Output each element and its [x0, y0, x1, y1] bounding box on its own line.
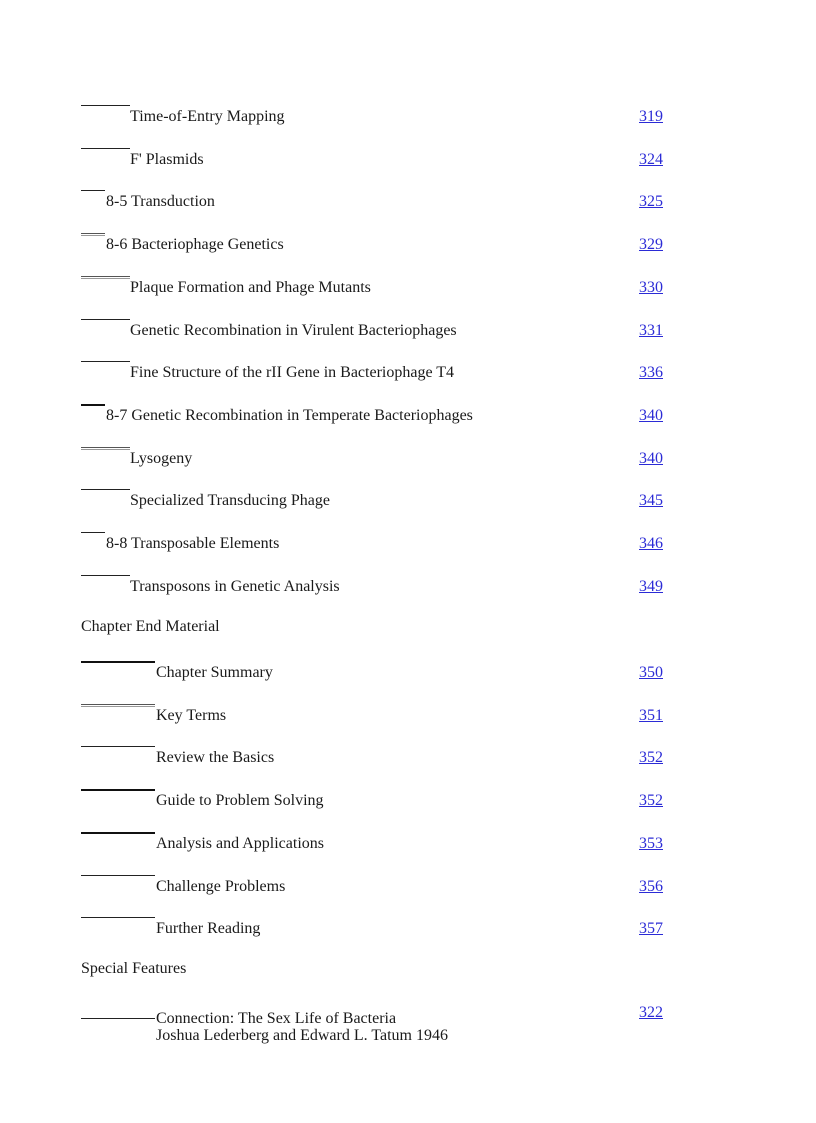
toc-entry	[0, 361, 816, 383]
entry-rule	[81, 361, 130, 362]
page-link[interactable]: 324	[639, 151, 663, 168]
section-heading-special-features: Special Features	[81, 960, 187, 977]
entry-title: Chapter Summary	[156, 664, 273, 681]
page-link[interactable]: 329	[639, 236, 663, 253]
entry-rule	[81, 1018, 155, 1019]
page-link[interactable]: 340	[639, 450, 663, 467]
page-link[interactable]: 357	[639, 920, 663, 937]
page-link[interactable]: 345	[639, 492, 663, 509]
entry-title: F' Plasmids	[130, 151, 204, 168]
entry-rule	[81, 105, 130, 106]
entry-title: 8-7 Genetic Recombination in Temperate Bacteriophages	[106, 407, 473, 424]
toc-entry	[0, 148, 816, 170]
toc-entry	[0, 575, 816, 597]
entry-title: 8-8 Transposable Elements	[106, 535, 280, 552]
toc-entry	[0, 447, 816, 469]
entry-title: Specialized Transducing Phage	[130, 492, 330, 509]
entry-title: Genetic Recombination in Virulent Bacteriophages	[130, 322, 457, 339]
page-link[interactable]: 325	[639, 193, 663, 210]
entry-rule	[81, 276, 130, 279]
entry-title: 8-5 Transduction	[106, 193, 215, 210]
entry-rule	[81, 832, 155, 834]
entry-title: Plaque Formation and Phage Mutants	[130, 279, 371, 296]
page-link[interactable]: 352	[639, 792, 663, 809]
toc-entry	[0, 875, 816, 897]
entry-rule	[81, 532, 105, 533]
toc-entry	[0, 1004, 816, 1048]
page-link[interactable]: 330	[639, 279, 663, 296]
entry-title: Connection: The Sex Life of Bacteria	[156, 1010, 397, 1027]
toc-entry	[0, 789, 816, 811]
page-link[interactable]: 350	[639, 664, 663, 681]
entry-rule	[81, 190, 105, 191]
entry-title: Analysis and Applications	[156, 835, 324, 852]
entry-rule	[81, 148, 130, 149]
entry-title: Review the Basics	[156, 749, 275, 766]
entry-rule	[81, 319, 130, 320]
page-link[interactable]: 346	[639, 535, 663, 552]
toc-entry	[0, 746, 816, 768]
page-link[interactable]: 336	[639, 364, 663, 381]
entry-title: Transposons in Genetic Analysis	[130, 578, 340, 595]
entry-subtitle: Joshua Lederberg and Edward L. Tatum 1946	[156, 1027, 448, 1044]
page-link[interactable]: 352	[639, 749, 663, 766]
section-heading-chapter-end: Chapter End Material	[81, 618, 220, 635]
entry-title: Fine Structure of the rII Gene in Bacteriophage T4	[130, 364, 455, 381]
toc-entry	[0, 917, 816, 939]
entry-title: Time-of-Entry Mapping	[130, 108, 285, 125]
entry-rule	[81, 704, 155, 707]
entry-rule	[81, 233, 105, 236]
page-link[interactable]: 331	[639, 322, 663, 339]
toc-entry	[0, 532, 816, 554]
toc-entry	[0, 489, 816, 511]
page-link[interactable]: 340	[639, 407, 663, 424]
toc-entry	[0, 661, 816, 683]
entry-rule	[81, 746, 155, 747]
page-link[interactable]: 319	[639, 108, 663, 125]
page-link[interactable]: 356	[639, 878, 663, 895]
entry-title: 8-6 Bacteriophage Genetics	[106, 236, 284, 253]
toc-entry	[0, 190, 816, 212]
entry-rule	[81, 875, 155, 876]
toc-entry	[0, 704, 816, 726]
entry-rule	[81, 489, 130, 490]
entry-rule	[81, 661, 155, 663]
entry-rule	[81, 447, 130, 450]
entry-title: Lysogeny	[130, 450, 193, 467]
entry-rule	[81, 789, 155, 791]
toc-entry	[0, 832, 816, 854]
entry-rule	[81, 575, 130, 576]
page-link[interactable]: 322	[639, 1004, 663, 1021]
toc-entry	[0, 276, 816, 298]
page-link[interactable]: 353	[639, 835, 663, 852]
page-link[interactable]: 351	[639, 707, 663, 724]
entry-title: Key Terms	[156, 707, 227, 724]
toc-entry	[0, 319, 816, 341]
toc-entry	[0, 404, 816, 426]
entry-title: Challenge Problems	[156, 878, 286, 895]
page-link[interactable]: 349	[639, 578, 663, 595]
toc-entry	[0, 105, 816, 127]
entry-title: Further Reading	[156, 920, 261, 937]
toc-entry	[0, 233, 816, 255]
entry-title: Guide to Problem Solving	[156, 792, 324, 809]
entry-rule	[81, 917, 155, 918]
entry-rule	[81, 404, 105, 406]
